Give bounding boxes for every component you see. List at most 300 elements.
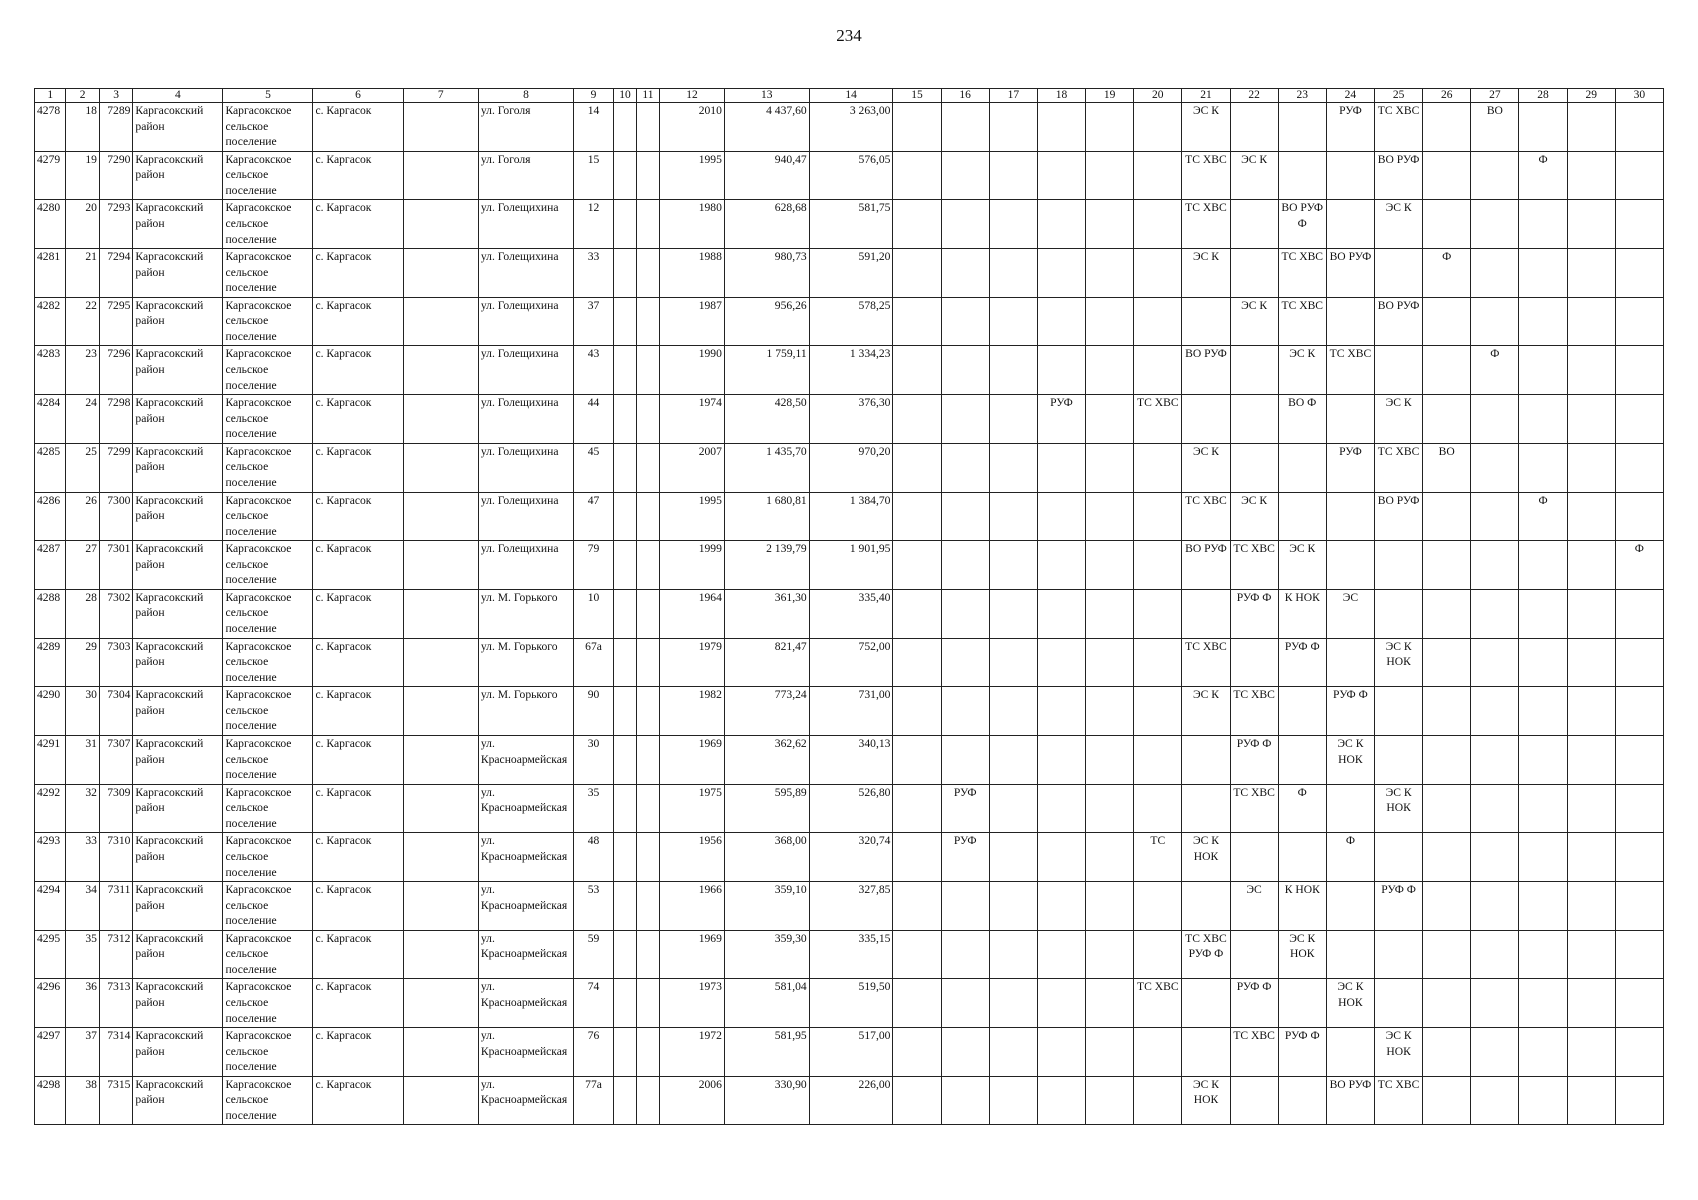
street-cell: ул. Голещихина bbox=[478, 492, 573, 541]
ordinal-cell: 21 bbox=[66, 249, 100, 298]
street-cell: ул. Голещихина bbox=[478, 297, 573, 346]
work-col-28-cell bbox=[1519, 638, 1567, 687]
col-7-cell bbox=[403, 735, 478, 784]
col-11-cell bbox=[636, 930, 659, 979]
work-col-17-cell bbox=[989, 297, 1037, 346]
work-col-23-cell: К НОК bbox=[1278, 589, 1326, 638]
work-col-19-cell bbox=[1086, 589, 1134, 638]
work-col-26-cell: ВО bbox=[1423, 443, 1471, 492]
work-col-16-cell bbox=[941, 103, 989, 152]
work-col-29-cell bbox=[1567, 930, 1615, 979]
work-col-22-cell bbox=[1230, 103, 1278, 152]
column-header: 15 bbox=[893, 89, 941, 103]
col-11-cell bbox=[636, 395, 659, 444]
district-cell: Каргасокский район bbox=[133, 103, 223, 152]
work-col-22-cell: ЭС К bbox=[1230, 297, 1278, 346]
street-cell: ул. Гоголя bbox=[478, 103, 573, 152]
house-number-cell: 10 bbox=[574, 589, 614, 638]
work-col-29-cell bbox=[1567, 443, 1615, 492]
ordinal-cell: 38 bbox=[66, 1076, 100, 1125]
year-built-cell: 1979 bbox=[659, 638, 724, 687]
work-col-21-cell bbox=[1182, 589, 1230, 638]
work-col-22-cell: ТС ХВС bbox=[1230, 687, 1278, 736]
living-area-cell: 731,00 bbox=[809, 687, 893, 736]
work-col-21-cell: ТС ХВС bbox=[1182, 492, 1230, 541]
settlement-cell: Каргасокское сельское поселение bbox=[223, 492, 313, 541]
settlement-cell: Каргасокское сельское поселение bbox=[223, 784, 313, 833]
work-col-19-cell bbox=[1086, 249, 1134, 298]
living-area-cell: 970,20 bbox=[809, 443, 893, 492]
building-id-cell: 7293 bbox=[99, 200, 133, 249]
work-col-28-cell bbox=[1519, 979, 1567, 1028]
table-row bbox=[35, 151, 1664, 200]
work-col-15-cell bbox=[893, 687, 941, 736]
ordinal-cell: 28 bbox=[66, 589, 100, 638]
record-number-cell: 4283 bbox=[35, 346, 66, 395]
col-11-cell bbox=[636, 638, 659, 687]
work-col-26-cell bbox=[1423, 151, 1471, 200]
work-col-27-cell bbox=[1471, 882, 1519, 931]
col-10-cell bbox=[613, 735, 636, 784]
settlement-cell: Каргасокское сельское поселение bbox=[223, 833, 313, 882]
house-number-cell: 67а bbox=[574, 638, 614, 687]
living-area-cell: 591,20 bbox=[809, 249, 893, 298]
work-col-30-cell bbox=[1615, 784, 1663, 833]
ordinal-cell: 26 bbox=[66, 492, 100, 541]
year-built-cell: 1969 bbox=[659, 930, 724, 979]
work-col-30-cell bbox=[1615, 735, 1663, 784]
work-col-23-cell: Ф bbox=[1278, 784, 1326, 833]
work-col-28-cell bbox=[1519, 200, 1567, 249]
work-col-20-cell: ТС bbox=[1134, 833, 1182, 882]
house-number-cell: 79 bbox=[574, 541, 614, 590]
col-7-cell bbox=[403, 249, 478, 298]
work-col-26-cell bbox=[1423, 541, 1471, 590]
col-7-cell bbox=[403, 346, 478, 395]
work-col-19-cell bbox=[1086, 1076, 1134, 1125]
district-cell: Каргасокский район bbox=[133, 492, 223, 541]
building-id-cell: 7295 bbox=[99, 297, 133, 346]
work-col-16-cell bbox=[941, 541, 989, 590]
work-col-29-cell bbox=[1567, 151, 1615, 200]
year-built-cell: 1969 bbox=[659, 735, 724, 784]
year-built-cell: 1995 bbox=[659, 492, 724, 541]
house-number-cell: 15 bbox=[574, 151, 614, 200]
street-cell: ул. Голещихина bbox=[478, 200, 573, 249]
work-col-20-cell bbox=[1134, 443, 1182, 492]
work-col-16-cell bbox=[941, 346, 989, 395]
work-col-26-cell bbox=[1423, 638, 1471, 687]
work-col-24-cell: ВО РУФ bbox=[1326, 1076, 1374, 1125]
col-10-cell bbox=[613, 151, 636, 200]
work-col-18-cell bbox=[1037, 589, 1085, 638]
col-7-cell bbox=[403, 395, 478, 444]
living-area-cell: 517,00 bbox=[809, 1028, 893, 1077]
column-header: 5 bbox=[223, 89, 313, 103]
work-col-16-cell bbox=[941, 200, 989, 249]
locality-cell: с. Каргасок bbox=[313, 979, 403, 1028]
building-id-cell: 7290 bbox=[99, 151, 133, 200]
column-header: 2 bbox=[66, 89, 100, 103]
work-col-24-cell: ТС ХВС bbox=[1326, 346, 1374, 395]
table-row bbox=[35, 687, 1664, 736]
building-id-cell: 7303 bbox=[99, 638, 133, 687]
work-col-22-cell: РУФ Ф bbox=[1230, 735, 1278, 784]
work-col-16-cell bbox=[941, 297, 989, 346]
street-cell: ул. Голещихина bbox=[478, 395, 573, 444]
total-area-cell: 368,00 bbox=[724, 833, 809, 882]
living-area-cell: 3 263,00 bbox=[809, 103, 893, 152]
district-cell: Каргасокский район bbox=[133, 638, 223, 687]
work-col-27-cell bbox=[1471, 930, 1519, 979]
work-col-27-cell bbox=[1471, 735, 1519, 784]
house-number-cell: 43 bbox=[574, 346, 614, 395]
work-col-27-cell bbox=[1471, 589, 1519, 638]
house-number-cell: 90 bbox=[574, 687, 614, 736]
ordinal-cell: 19 bbox=[66, 151, 100, 200]
living-area-cell: 376,30 bbox=[809, 395, 893, 444]
work-col-21-cell: ТС ХВС bbox=[1182, 638, 1230, 687]
column-header: 27 bbox=[1471, 89, 1519, 103]
work-col-18-cell bbox=[1037, 492, 1085, 541]
total-area-cell: 1 680,81 bbox=[724, 492, 809, 541]
column-header: 23 bbox=[1278, 89, 1326, 103]
work-col-30-cell bbox=[1615, 833, 1663, 882]
work-col-22-cell: РУФ Ф bbox=[1230, 979, 1278, 1028]
record-number-cell: 4287 bbox=[35, 541, 66, 590]
work-col-27-cell bbox=[1471, 638, 1519, 687]
column-header: 9 bbox=[574, 89, 614, 103]
work-col-15-cell bbox=[893, 297, 941, 346]
living-area-cell: 526,80 bbox=[809, 784, 893, 833]
work-col-19-cell bbox=[1086, 1028, 1134, 1077]
col-7-cell bbox=[403, 1076, 478, 1125]
work-col-19-cell bbox=[1086, 346, 1134, 395]
work-col-30-cell bbox=[1615, 589, 1663, 638]
district-cell: Каргасокский район bbox=[133, 541, 223, 590]
work-col-29-cell bbox=[1567, 589, 1615, 638]
year-built-cell: 1964 bbox=[659, 589, 724, 638]
work-col-24-cell bbox=[1326, 930, 1374, 979]
work-col-28-cell bbox=[1519, 589, 1567, 638]
table-row bbox=[35, 589, 1664, 638]
settlement-cell: Каргасокское сельское поселение bbox=[223, 395, 313, 444]
column-header: 25 bbox=[1375, 89, 1423, 103]
work-col-29-cell bbox=[1567, 541, 1615, 590]
work-col-21-cell bbox=[1182, 882, 1230, 931]
work-col-25-cell: ЭС К НОК bbox=[1375, 1028, 1423, 1077]
work-col-17-cell bbox=[989, 1076, 1037, 1125]
building-id-cell: 7300 bbox=[99, 492, 133, 541]
work-col-29-cell bbox=[1567, 395, 1615, 444]
district-cell: Каргасокский район bbox=[133, 1076, 223, 1125]
street-cell: ул. М. Горького bbox=[478, 638, 573, 687]
work-col-18-cell bbox=[1037, 735, 1085, 784]
work-col-17-cell bbox=[989, 638, 1037, 687]
work-col-18-cell bbox=[1037, 249, 1085, 298]
work-col-15-cell bbox=[893, 1076, 941, 1125]
work-col-27-cell bbox=[1471, 541, 1519, 590]
work-col-19-cell bbox=[1086, 979, 1134, 1028]
work-col-16-cell bbox=[941, 930, 989, 979]
work-col-25-cell: ЭС К НОК bbox=[1375, 784, 1423, 833]
work-col-22-cell bbox=[1230, 346, 1278, 395]
work-col-19-cell bbox=[1086, 784, 1134, 833]
work-col-18-cell bbox=[1037, 979, 1085, 1028]
total-area-cell: 628,68 bbox=[724, 200, 809, 249]
col-7-cell bbox=[403, 589, 478, 638]
house-number-cell: 30 bbox=[574, 735, 614, 784]
work-col-22-cell: ЭС К bbox=[1230, 492, 1278, 541]
work-col-16-cell bbox=[941, 882, 989, 931]
work-col-21-cell: ЭС К НОК bbox=[1182, 1076, 1230, 1125]
col-11-cell bbox=[636, 443, 659, 492]
locality-cell: с. Каргасок bbox=[313, 735, 403, 784]
work-col-25-cell bbox=[1375, 249, 1423, 298]
col-10-cell bbox=[613, 687, 636, 736]
settlement-cell: Каргасокское сельское поселение bbox=[223, 882, 313, 931]
settlement-cell: Каргасокское сельское поселение bbox=[223, 249, 313, 298]
work-col-15-cell bbox=[893, 638, 941, 687]
col-11-cell bbox=[636, 346, 659, 395]
work-col-27-cell bbox=[1471, 151, 1519, 200]
work-col-25-cell: ТС ХВС bbox=[1375, 1076, 1423, 1125]
work-col-17-cell bbox=[989, 882, 1037, 931]
col-7-cell bbox=[403, 492, 478, 541]
settlement-cell: Каргасокское сельское поселение bbox=[223, 346, 313, 395]
col-11-cell bbox=[636, 200, 659, 249]
col-7-cell bbox=[403, 297, 478, 346]
building-id-cell: 7314 bbox=[99, 1028, 133, 1077]
building-id-cell: 7311 bbox=[99, 882, 133, 931]
col-7-cell bbox=[403, 638, 478, 687]
living-area-cell: 320,74 bbox=[809, 833, 893, 882]
work-col-22-cell: ЭС К bbox=[1230, 151, 1278, 200]
work-col-17-cell bbox=[989, 103, 1037, 152]
work-col-17-cell bbox=[989, 541, 1037, 590]
district-cell: Каргасокский район bbox=[133, 200, 223, 249]
work-col-20-cell bbox=[1134, 589, 1182, 638]
work-col-23-cell bbox=[1278, 151, 1326, 200]
total-area-cell: 4 437,60 bbox=[724, 103, 809, 152]
total-area-cell: 1 435,70 bbox=[724, 443, 809, 492]
work-col-29-cell bbox=[1567, 833, 1615, 882]
ordinal-cell: 29 bbox=[66, 638, 100, 687]
table-row bbox=[35, 784, 1664, 833]
work-col-25-cell bbox=[1375, 687, 1423, 736]
work-col-23-cell: РУФ Ф bbox=[1278, 1028, 1326, 1077]
work-col-16-cell bbox=[941, 395, 989, 444]
work-col-21-cell: ВО РУФ bbox=[1182, 346, 1230, 395]
work-col-24-cell: Ф bbox=[1326, 833, 1374, 882]
work-col-24-cell: ЭС bbox=[1326, 589, 1374, 638]
work-col-15-cell bbox=[893, 492, 941, 541]
work-col-27-cell bbox=[1471, 297, 1519, 346]
work-col-23-cell: ТС ХВС bbox=[1278, 249, 1326, 298]
work-col-28-cell bbox=[1519, 882, 1567, 931]
work-col-16-cell bbox=[941, 1076, 989, 1125]
record-number-cell: 4286 bbox=[35, 492, 66, 541]
work-col-18-cell bbox=[1037, 1028, 1085, 1077]
living-area-cell: 340,13 bbox=[809, 735, 893, 784]
work-col-15-cell bbox=[893, 784, 941, 833]
work-col-27-cell bbox=[1471, 443, 1519, 492]
work-col-16-cell bbox=[941, 735, 989, 784]
work-col-29-cell bbox=[1567, 249, 1615, 298]
work-col-23-cell bbox=[1278, 687, 1326, 736]
work-col-25-cell bbox=[1375, 346, 1423, 395]
locality-cell: с. Каргасок bbox=[313, 151, 403, 200]
work-col-15-cell bbox=[893, 249, 941, 298]
table-row bbox=[35, 103, 1664, 152]
settlement-cell: Каргасокское сельское поселение bbox=[223, 979, 313, 1028]
work-col-15-cell bbox=[893, 103, 941, 152]
work-col-30-cell bbox=[1615, 103, 1663, 152]
living-area-cell: 581,75 bbox=[809, 200, 893, 249]
work-col-23-cell: ВО Ф bbox=[1278, 395, 1326, 444]
total-area-cell: 595,89 bbox=[724, 784, 809, 833]
record-number-cell: 4298 bbox=[35, 1076, 66, 1125]
work-col-20-cell bbox=[1134, 103, 1182, 152]
settlement-cell: Каргасокское сельское поселение bbox=[223, 735, 313, 784]
work-col-26-cell bbox=[1423, 1028, 1471, 1077]
total-area-cell: 773,24 bbox=[724, 687, 809, 736]
work-col-25-cell: ЭС К bbox=[1375, 395, 1423, 444]
work-col-30-cell bbox=[1615, 249, 1663, 298]
work-col-28-cell bbox=[1519, 930, 1567, 979]
total-area-cell: 581,95 bbox=[724, 1028, 809, 1077]
total-area-cell: 330,90 bbox=[724, 1076, 809, 1125]
work-col-23-cell: ВО РУФ Ф bbox=[1278, 200, 1326, 249]
work-col-21-cell: ТС ХВС РУФ Ф bbox=[1182, 930, 1230, 979]
ordinal-cell: 35 bbox=[66, 930, 100, 979]
column-header: 11 bbox=[636, 89, 659, 103]
column-header: 28 bbox=[1519, 89, 1567, 103]
district-cell: Каргасокский район bbox=[133, 1028, 223, 1077]
work-col-25-cell: ЭС К bbox=[1375, 200, 1423, 249]
work-col-16-cell bbox=[941, 443, 989, 492]
col-11-cell bbox=[636, 541, 659, 590]
ordinal-cell: 20 bbox=[66, 200, 100, 249]
record-number-cell: 4289 bbox=[35, 638, 66, 687]
register-table bbox=[34, 88, 1664, 1125]
col-10-cell bbox=[613, 200, 636, 249]
col-10-cell bbox=[613, 249, 636, 298]
work-col-28-cell bbox=[1519, 249, 1567, 298]
work-col-17-cell bbox=[989, 1028, 1037, 1077]
work-col-26-cell bbox=[1423, 687, 1471, 736]
work-col-23-cell: К НОК bbox=[1278, 882, 1326, 931]
work-col-24-cell bbox=[1326, 200, 1374, 249]
living-area-cell: 335,40 bbox=[809, 589, 893, 638]
district-cell: Каргасокский район bbox=[133, 979, 223, 1028]
house-number-cell: 77а bbox=[574, 1076, 614, 1125]
column-header: 30 bbox=[1615, 89, 1663, 103]
work-col-28-cell: Ф bbox=[1519, 151, 1567, 200]
column-header: 21 bbox=[1182, 89, 1230, 103]
col-10-cell bbox=[613, 297, 636, 346]
year-built-cell: 1956 bbox=[659, 833, 724, 882]
work-col-29-cell bbox=[1567, 735, 1615, 784]
work-col-18-cell bbox=[1037, 103, 1085, 152]
work-col-29-cell bbox=[1567, 1028, 1615, 1077]
work-col-19-cell bbox=[1086, 687, 1134, 736]
work-col-28-cell bbox=[1519, 443, 1567, 492]
settlement-cell: Каргасокское сельское поселение bbox=[223, 103, 313, 152]
work-col-26-cell bbox=[1423, 833, 1471, 882]
settlement-cell: Каргасокское сельское поселение bbox=[223, 589, 313, 638]
work-col-20-cell: ТС ХВС bbox=[1134, 395, 1182, 444]
work-col-17-cell bbox=[989, 346, 1037, 395]
work-col-25-cell: ВО РУФ bbox=[1375, 151, 1423, 200]
work-col-27-cell bbox=[1471, 1028, 1519, 1077]
work-col-22-cell bbox=[1230, 395, 1278, 444]
table-row bbox=[35, 200, 1664, 249]
record-number-cell: 4282 bbox=[35, 297, 66, 346]
year-built-cell: 1982 bbox=[659, 687, 724, 736]
building-id-cell: 7313 bbox=[99, 979, 133, 1028]
work-col-23-cell: РУФ Ф bbox=[1278, 638, 1326, 687]
record-number-cell: 4280 bbox=[35, 200, 66, 249]
col-7-cell bbox=[403, 882, 478, 931]
col-10-cell bbox=[613, 395, 636, 444]
column-header: 4 bbox=[133, 89, 223, 103]
work-col-21-cell bbox=[1182, 297, 1230, 346]
work-col-25-cell bbox=[1375, 541, 1423, 590]
work-col-27-cell: Ф bbox=[1471, 346, 1519, 395]
district-cell: Каргасокский район bbox=[133, 346, 223, 395]
table-row bbox=[35, 395, 1664, 444]
work-col-18-cell bbox=[1037, 833, 1085, 882]
work-col-17-cell bbox=[989, 492, 1037, 541]
table-row bbox=[35, 541, 1664, 590]
table-row bbox=[35, 1028, 1664, 1077]
year-built-cell: 1975 bbox=[659, 784, 724, 833]
building-id-cell: 7289 bbox=[99, 103, 133, 152]
work-col-29-cell bbox=[1567, 346, 1615, 395]
col-10-cell bbox=[613, 541, 636, 590]
house-number-cell: 53 bbox=[574, 882, 614, 931]
record-number-cell: 4285 bbox=[35, 443, 66, 492]
district-cell: Каргасокский район bbox=[133, 249, 223, 298]
street-cell: ул. М. Горького bbox=[478, 687, 573, 736]
work-col-28-cell bbox=[1519, 395, 1567, 444]
column-header: 10 bbox=[613, 89, 636, 103]
work-col-28-cell bbox=[1519, 1076, 1567, 1125]
col-11-cell bbox=[636, 882, 659, 931]
work-col-25-cell: РУФ Ф bbox=[1375, 882, 1423, 931]
col-7-cell bbox=[403, 443, 478, 492]
work-col-22-cell bbox=[1230, 1076, 1278, 1125]
col-11-cell bbox=[636, 249, 659, 298]
living-area-cell: 578,25 bbox=[809, 297, 893, 346]
year-built-cell: 2007 bbox=[659, 443, 724, 492]
work-col-17-cell bbox=[989, 249, 1037, 298]
work-col-20-cell bbox=[1134, 638, 1182, 687]
record-number-cell: 4292 bbox=[35, 784, 66, 833]
work-col-29-cell bbox=[1567, 103, 1615, 152]
work-col-25-cell bbox=[1375, 979, 1423, 1028]
work-col-21-cell: ЭС К НОК bbox=[1182, 833, 1230, 882]
street-cell: ул. Голещихина bbox=[478, 346, 573, 395]
district-cell: Каргасокский район bbox=[133, 395, 223, 444]
work-col-30-cell bbox=[1615, 297, 1663, 346]
work-col-29-cell bbox=[1567, 784, 1615, 833]
work-col-16-cell bbox=[941, 492, 989, 541]
work-col-18-cell bbox=[1037, 930, 1085, 979]
work-col-15-cell bbox=[893, 979, 941, 1028]
work-col-18-cell bbox=[1037, 151, 1085, 200]
